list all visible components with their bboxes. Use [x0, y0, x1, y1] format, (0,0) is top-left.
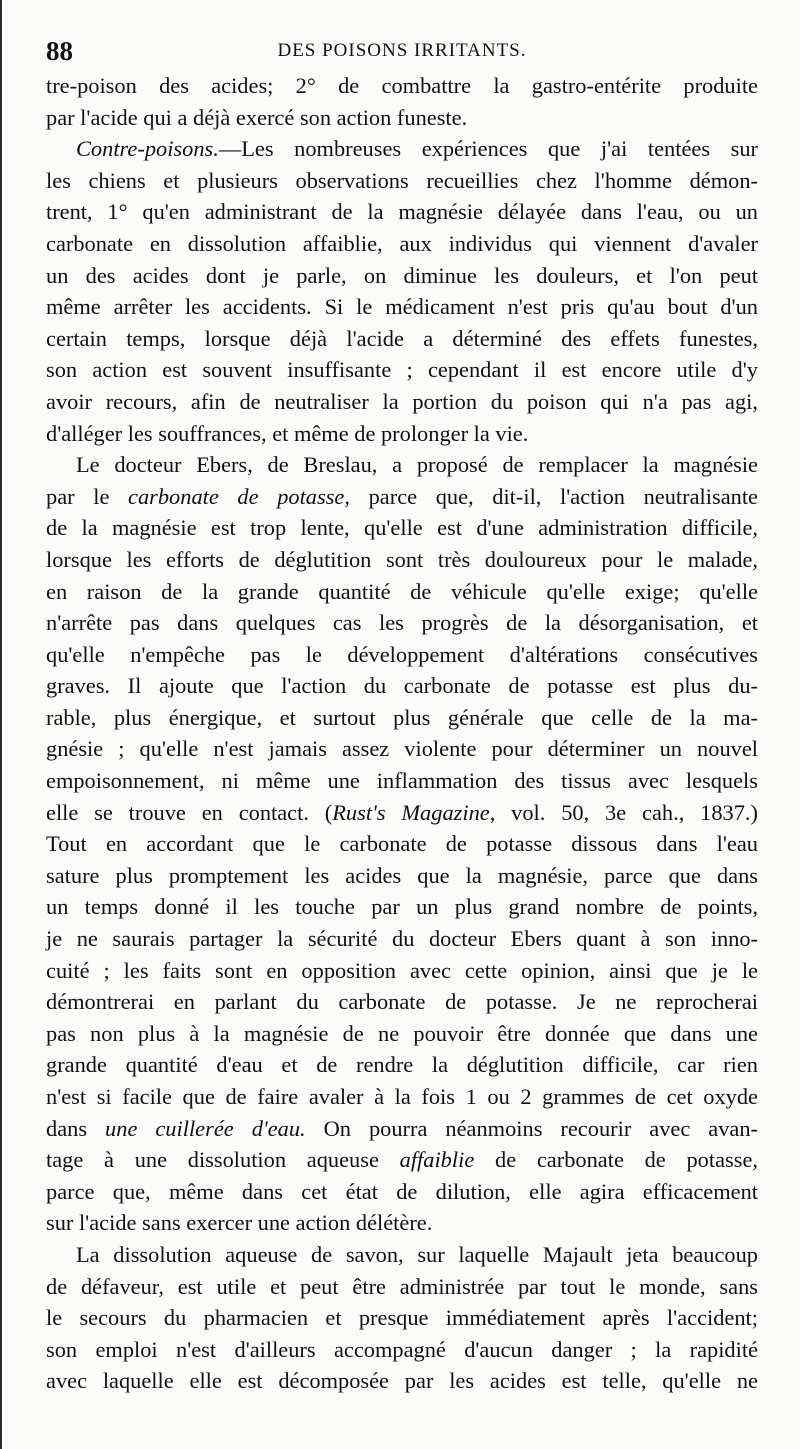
- text-line: tage à une dissolution aqueuse affaiblie de carbonate de potasse,: [46, 1147, 758, 1173]
- text-line: empoisonnement, ni même une inflammation des tissus avec lesquels: [46, 768, 758, 794]
- text-line: je ne saurais partager la sécurité du docteur Ebers quant à son inno-: [46, 926, 758, 952]
- text-line: les chiens et plusieurs observations recueillies chez l'homme démon-: [46, 167, 758, 193]
- paragraph: [46, 70, 758, 133]
- text-line: son emploi n'est d'ailleurs accompagné d'aucun danger ; la rapidité: [46, 1336, 758, 1362]
- text-line: rable, plus énergique, et surtout plus générale que celle de la ma-: [46, 704, 758, 730]
- text-line: graves. Il ajoute que l'action du carbonate de potasse est plus du-: [46, 673, 758, 699]
- text-line: de défaveur, est utile et peut être administrée par tout le monde, sans: [46, 1273, 758, 1299]
- text-line: n'est si facile que de faire avaler à la fois 1 ou 2 grammes de cet oxyde: [46, 1084, 758, 1109]
- text-line: dans une cuillerée d'eau. On pourra néanmoins recourir avec avan-: [46, 1115, 758, 1141]
- text-line: Tout en accordant que le carbonate de potasse dissous dans l'eau: [46, 831, 758, 857]
- italic-phrase: une cuillerée d'eau.: [105, 1115, 306, 1141]
- text-line: démontrerai en parlant du carbonate de potasse. Je ne reprocherai: [46, 989, 758, 1015]
- italic-phrase: carbonate de potasse: [128, 483, 345, 509]
- text-line: cuité ; les faits sont en opposition avec cette opinion, ainsi que je le: [46, 957, 758, 983]
- page-number: 88: [46, 36, 73, 66]
- text-line: parce que, même dans cet état de dilution, elle agira efficacement: [46, 1178, 758, 1204]
- running-title: DES POISONS IRRITANTS.: [277, 40, 527, 61]
- page-header: [46, 34, 758, 74]
- text-line: pas non plus à la magnésie de ne pouvoir être donnée que dans une: [46, 1020, 758, 1046]
- text-line: lorsque les efforts de déglutition sont très douloureux pour le malade,: [46, 546, 758, 572]
- italic-phrase: Rust's Magazine: [332, 799, 490, 825]
- text-line: La dissolution aqueuse de savon, sur laquelle Majault jeta beaucoup: [76, 1241, 758, 1267]
- text-line: gnésie ; qu'elle n'est jamais assez violente pour déterminer un nouvel: [46, 736, 758, 762]
- text-line: Le docteur Ebers, de Breslau, a proposé de remplacer la magnésie: [76, 452, 758, 478]
- text-line: tre-poison des acides; 2° de combattre la gastro-entérite produite: [46, 73, 758, 98]
- text-line: elle se trouve en contact. (Rust's Magazine, vol. 50, 3e cah., 1837.): [46, 799, 758, 825]
- italic-phrase: affaiblie: [399, 1147, 475, 1173]
- body-text: [46, 70, 758, 1397]
- text-line: par l'acide qui a déjà exercé son action funeste.: [46, 104, 468, 130]
- text-line: grande quantité d'eau et de rendre la déglutition difficile, car rien: [46, 1052, 758, 1078]
- text-line: d'alléger les souffrances, et même de prolonger la vie.: [46, 420, 529, 446]
- text-line: de la magnésie est trop lente, qu'elle est d'une administration difficile,: [46, 515, 758, 541]
- paragraph: [46, 1239, 758, 1397]
- text-line: un temps donné il les touche par un plus grand nombre de points,: [46, 894, 758, 920]
- text-line: qu'elle n'empêche pas le développement d'altérations consécutives: [46, 641, 758, 667]
- text-line: carbonate en dissolution affaiblie, aux individus qui viennent d'avaler: [46, 230, 758, 256]
- text-line: même arrêter les accidents. Si le médicament n'est pris qu'au bout d'un: [46, 294, 758, 320]
- text-line: avec laquelle elle est décomposée par les acides est telle, qu'elle ne: [46, 1368, 758, 1394]
- text-line: avoir recours, afin de neutraliser la portion du poison qui n'a pas agi,: [46, 388, 758, 414]
- text-line: certain temps, lorsque déjà l'acide a déterminé des effets funestes,: [46, 325, 758, 351]
- page-edge: [0, 0, 2, 1449]
- paragraph: [46, 133, 758, 449]
- text-line: par le carbonate de potasse, parce que, dit-il, l'action neutralisante: [46, 483, 758, 509]
- italic-phrase: Contre-poisons.: [76, 136, 219, 162]
- text-line: sur l'acide sans exercer une action délétère.: [46, 1210, 433, 1236]
- text-line: le secours du pharmacien et presque immédiatement après l'accident;: [46, 1305, 758, 1331]
- text-line: Contre-poisons.—Les nombreuses expériences que j'ai tentées sur: [76, 136, 758, 162]
- text-line: trent, 1° qu'en administrant de la magnésie délayée dans l'eau, ou un: [46, 199, 758, 225]
- text-line: son action est souvent insuffisante ; cependant il est encore utile d'y: [46, 357, 758, 383]
- text-line: un des acides dont je parle, on diminue les douleurs, et l'on peut: [46, 262, 758, 288]
- text-line: sature plus promptement les acides que la magnésie, parce que dans: [46, 862, 758, 888]
- paragraph: [46, 449, 758, 1239]
- text-line: n'arrête pas dans quelques cas les progrès de la désorganisation, et: [46, 610, 758, 636]
- text-line: en raison de la grande quantité de véhicule qu'elle exige; qu'elle: [46, 578, 758, 604]
